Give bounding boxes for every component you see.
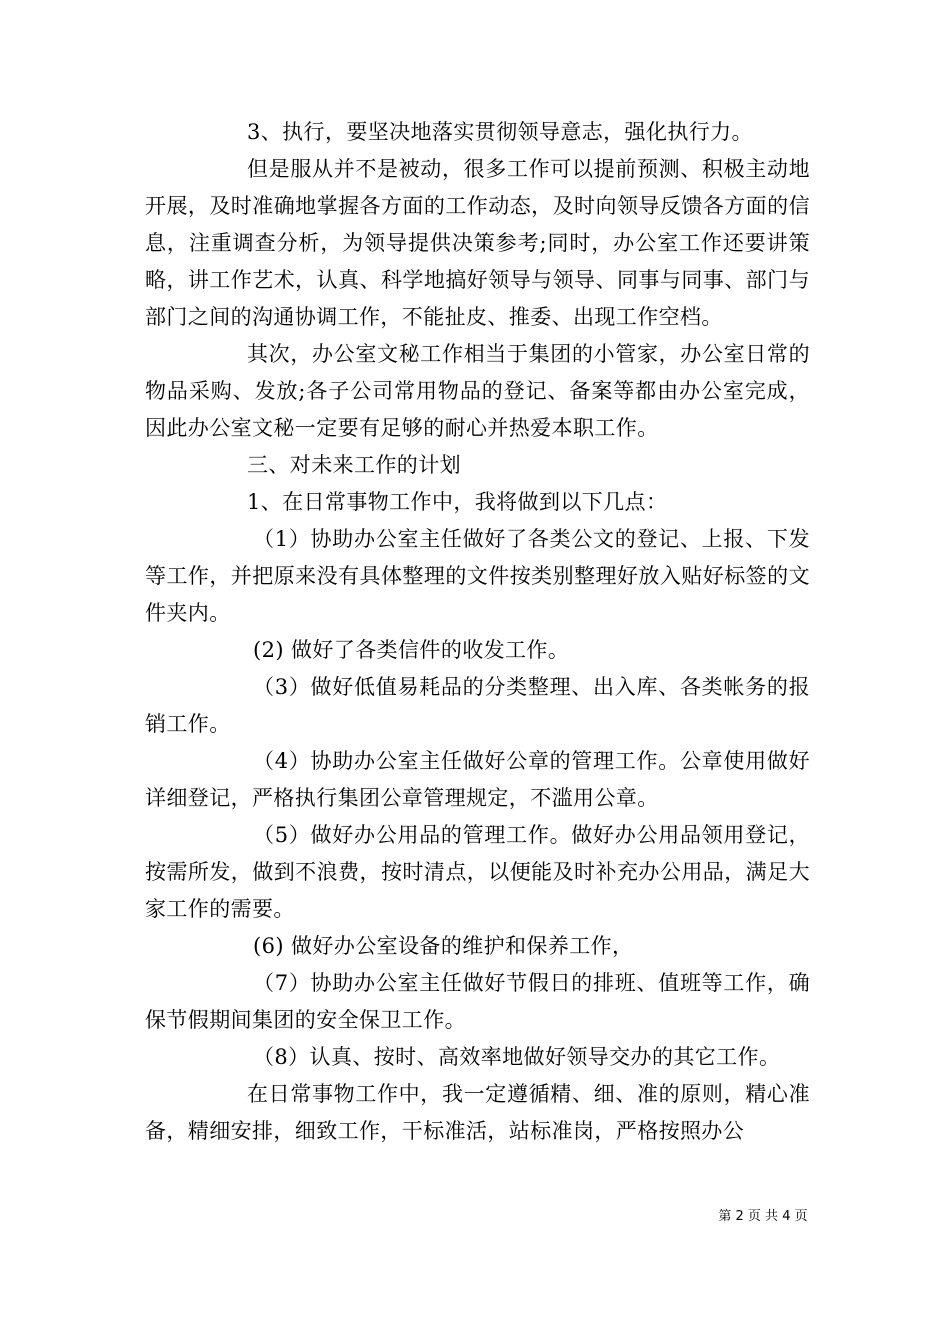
paragraph-execution: 3、执行，要坚决地落实贯彻领导意志，强化执行力。 <box>247 120 753 144</box>
list-item-1: （1）协助办公室主任做好了各类公文的登记、上报、下发等工作，并把原来没有具体整理的文件按类别整理好放入贴好标签的文件夹内。 <box>145 527 810 625</box>
document-body <box>145 114 810 1150</box>
list-item-6: (6) 做好办公室设备的维护和保养工作， <box>253 934 634 958</box>
paragraph-principles: 在日常事物工作中，我一定遵循精、细、准的原则，精心准备，精细安排，细致工作，干标准活，站标准岗，严格按照办公 <box>145 1082 810 1143</box>
list-item-7: （7）协助办公室主任做好节假日的排班、值班等工作，确保节假期间集团的安全保卫工作。 <box>145 971 810 1032</box>
list-item-2: (2) 做好了各类信件的收发工作。 <box>253 638 570 662</box>
paragraph-obedience: 但是服从并不是被动，很多工作可以提前预测、积极主动地开展，及时准确地掌握各方面的工作动态，及时向领导反馈各方面的信息，注重调查分析，为领导提供决策参考;同时，办公室工作还要讲策略，讲工作艺术，认真、科学地搞好领导与领导、同事与同事、部门与部门之间的沟通协调工作，不能扯皮、推委、出现工作空档。 <box>145 157 810 329</box>
paragraph-housekeeping: 其次，办公室文秘工作相当于集团的小管家，办公室日常的物品采购、发放;各子公司常用物品的登记、备案等都由办公室完成，因此办公室文秘一定要有足够的耐心并热爱本职工作。 <box>145 342 810 440</box>
list-item-5: （5）做好办公用品的管理工作。做好办公用品领用登记，按需所发，做到不浪费，按时清点，以便能及时补充办公用品，满足大家工作的需要。 <box>145 823 810 921</box>
page-footer <box>0 1205 950 1224</box>
paragraph-daily-affairs-intro: 1、在日常事物工作中，我将做到以下几点： <box>247 490 668 514</box>
list-item-8: （8）认真、按时、高效率地做好领导交办的其它工作。 <box>253 1045 781 1069</box>
list-item-4: （4）协助办公室主任做好公章的管理工作。公章使用做好详细登记，严格执行集团公章管理规定，不滥用公章。 <box>145 749 810 810</box>
list-item-3: （3）做好低值易耗品的分类整理、出入库、各类帐务的报销工作。 <box>145 675 810 736</box>
page-number: 第 2 页 共 4 页 <box>718 1209 808 1224</box>
section-heading-future-plan: 三、对未来工作的计划 <box>247 453 461 477</box>
